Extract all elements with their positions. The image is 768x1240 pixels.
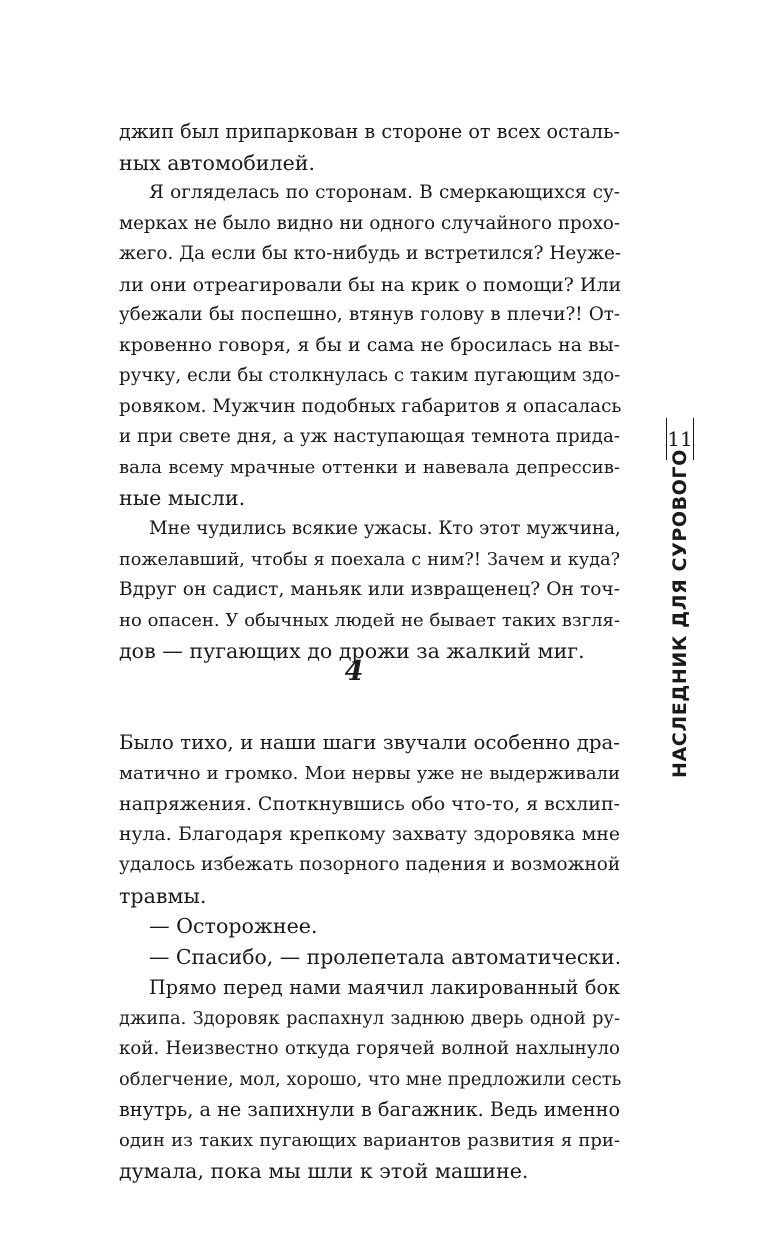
text-line: Я огляделась по сторонам. В смеркающихся су-	[149, 182, 620, 203]
text-line: нула. Благодаря крепкому захвату здоровяка мне	[119, 823, 620, 845]
chapter-number: 4	[344, 656, 364, 687]
text-line: удалось избежать позорного падения и возможной	[119, 854, 621, 875]
running-head-title: НАСЛЕДНИК ДЛЯ СУРОВОГО	[669, 449, 691, 778]
text-line: матично и громко. Мои нервы уже не выдерживали	[119, 762, 620, 784]
text-line: дов — пугающих до дрожи за жалкий миг.	[119, 639, 585, 663]
text-line: ных автомобилей.	[119, 150, 316, 175]
text-line: Вдруг он садист, маньяк или извращенец? Он точ-	[119, 579, 620, 600]
text-line: облегчение, мол, хорошо, что мне предложили сесть	[119, 1068, 622, 1090]
text-line: думала, пока мы шли к этой машине.	[119, 1159, 529, 1183]
page-number: 11	[667, 427, 693, 451]
text-line: Мне чудились всякие ужасы. Кто этот мужчина,	[149, 518, 621, 539]
text-line: но опасен. У обычных людей не бывает таких взгля-	[119, 609, 620, 631]
text-line: Прямо перед нами маячил лакированный бок	[149, 976, 620, 999]
text-line: пожелавший, чтобы я поехала с ним?! Зачем и куда?	[119, 549, 620, 570]
text-line: один из таких пугающих вариантов развития я при-	[119, 1129, 620, 1151]
text-line: ные мысли.	[119, 486, 246, 510]
text-line: ручку, если бы столкнулась с таким пугающим здо-	[119, 365, 621, 386]
text-line: и при свете дня, а уж наступающая темнота прида-	[119, 426, 620, 447]
text-line: джип был припаркован в стороне от всех осталь-	[119, 120, 620, 143]
text-line: — Осторожнее.	[149, 914, 318, 938]
text-line: ли они отреагировали бы на крик о помощи? Или	[119, 273, 622, 296]
text-line: напряжения. Споткнувшись обо что-то, я всхлип-	[119, 793, 621, 815]
text-line: вала всему мрачные оттенки и навевала депрессив-	[119, 456, 620, 478]
text-line: травмы.	[119, 883, 207, 908]
text-line: — Спасибо, — пролепетала автоматически.	[149, 945, 622, 969]
text-line: жего. Да если бы кто-нибудь и встретился? Неуже-	[119, 243, 622, 264]
text-line: Было тихо, и наши шаги звучали особенно дра-	[119, 731, 620, 754]
text-line: джипа. Здоровяк распахнул заднюю дверь одной ру-	[119, 1007, 620, 1029]
text-line: кровенно говоря, я бы и сама не бросилась на вы-	[119, 334, 620, 356]
text-line: кой. Неизвестно откуда горячей волной нахлынуло	[119, 1038, 620, 1059]
text-line: мерках не было видно ни одного случайного прохо-	[119, 212, 620, 234]
text-line: убежали бы поспешно, втянув голову в плечи?! От-	[119, 304, 620, 325]
text-line: ровяком. Мужчин подобных габаритов я опасалась	[119, 395, 622, 417]
text-line: внутрь, а не запихнули в багажник. Ведь именно	[119, 1098, 620, 1121]
